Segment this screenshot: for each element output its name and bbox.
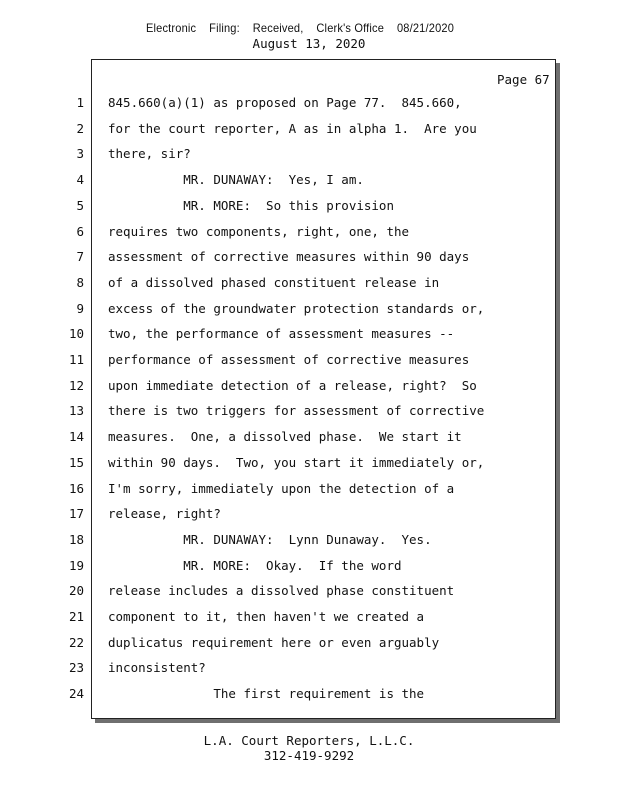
line-number: 6 [76, 223, 84, 239]
line-number: 22 [68, 634, 84, 650]
line-text: MR. DUNAWAY: Yes, I am. [108, 172, 364, 188]
line-number: 23 [68, 660, 84, 676]
line-number: 12 [68, 377, 84, 393]
line-text: of a dissolved phased constituent release in [108, 274, 440, 290]
transcript-line [0, 583, 618, 609]
filing-clerks-office: Clerk's Office [316, 21, 385, 35]
transcript-line [0, 403, 618, 429]
transcript-line [0, 429, 618, 455]
transcript-line [0, 326, 618, 352]
line-number: 9 [76, 300, 84, 316]
transcript-line [0, 609, 618, 635]
footer-phone: 312-419-9292 [263, 748, 355, 763]
line-text: there, sir? [108, 146, 191, 162]
filing-stamp [24, 21, 576, 35]
transcript-line [0, 352, 618, 378]
filing-date: 08/21/2020 [396, 21, 455, 35]
transcript-line [0, 686, 618, 712]
line-text: excess of the groundwater protection standards or, [108, 300, 485, 316]
line-number: 11 [68, 352, 84, 367]
line-text: The first requirement is the [108, 686, 425, 702]
transcript-line [0, 146, 618, 172]
line-text: duplicatus requirement here or even arguably [108, 634, 440, 650]
line-text: I'm sorry, immediately upon the detection of a [108, 480, 455, 496]
hearing-date: August 13, 2020 [252, 36, 366, 51]
line-number: 1 [76, 95, 84, 110]
transcript-line [0, 275, 618, 301]
line-number: 18 [68, 531, 84, 547]
filing-electronic: Electronic [145, 21, 197, 35]
line-number: 17 [68, 506, 84, 522]
line-number: 21 [68, 609, 84, 624]
line-number: 5 [76, 197, 84, 213]
page-number: Page 67 [497, 72, 550, 87]
transcript-line [0, 558, 618, 584]
transcript-line [0, 506, 618, 532]
transcript-line [0, 224, 618, 250]
line-number: 7 [76, 249, 84, 265]
line-number: 3 [76, 146, 84, 162]
line-number: 2 [76, 120, 84, 136]
transcript-line [0, 172, 618, 198]
transcript-line [0, 635, 618, 661]
line-number: 13 [68, 403, 84, 419]
line-text: requires two components, right, one, the [108, 223, 410, 239]
line-text: release, right? [108, 506, 221, 522]
line-text: release includes a dissolved phase constituent [108, 583, 455, 599]
line-text: two, the performance of assessment measures -- [108, 326, 455, 342]
line-number: 16 [68, 480, 84, 496]
line-text: component to it, then haven't we created a [108, 609, 425, 624]
line-text: assessment of corrective measures within 90 days [108, 249, 470, 265]
transcript-line [0, 249, 618, 275]
transcript-line [0, 378, 618, 404]
line-text: inconsistent? [108, 660, 206, 676]
transcript-line [0, 198, 618, 224]
line-text: MR. MORE: So this provision [108, 197, 394, 213]
line-number: 4 [76, 172, 84, 188]
line-text: for the court reporter, A as in alpha 1. Are you [108, 120, 477, 136]
line-number: 15 [68, 454, 84, 470]
filing-received: Received, [252, 21, 304, 35]
line-text: MR. MORE: Okay. If the word [108, 557, 402, 573]
line-number: 19 [68, 557, 84, 573]
line-text: measures. One, a dissolved phase. We start it [108, 429, 462, 445]
line-text: within 90 days. Two, you start it immediately or, [108, 454, 485, 470]
filing-label: Filing: [209, 21, 240, 35]
footer-company: L.A. Court Reporters, L.L.C. [203, 733, 415, 748]
transcript-line [0, 532, 618, 558]
line-number: 8 [76, 274, 84, 290]
transcript-line [0, 481, 618, 507]
line-number: 14 [68, 429, 84, 445]
line-text: there is two triggers for assessment of corrective [108, 403, 485, 419]
line-text: performance of assessment of corrective measures [108, 352, 470, 367]
transcript-line [0, 301, 618, 327]
transcript-line [0, 660, 618, 686]
line-text: 845.660(a)(1) as proposed on Page 77. 845.660, [108, 95, 462, 110]
transcript-line [0, 455, 618, 481]
line-text: upon immediate detection of a release, right? So [108, 377, 477, 393]
line-text: MR. DUNAWAY: Lynn Dunaway. Yes. [108, 531, 432, 547]
line-number: 10 [68, 326, 84, 342]
line-number: 20 [68, 583, 84, 599]
transcript-line [0, 121, 618, 147]
transcript-line [0, 95, 618, 121]
line-number: 24 [68, 686, 84, 702]
